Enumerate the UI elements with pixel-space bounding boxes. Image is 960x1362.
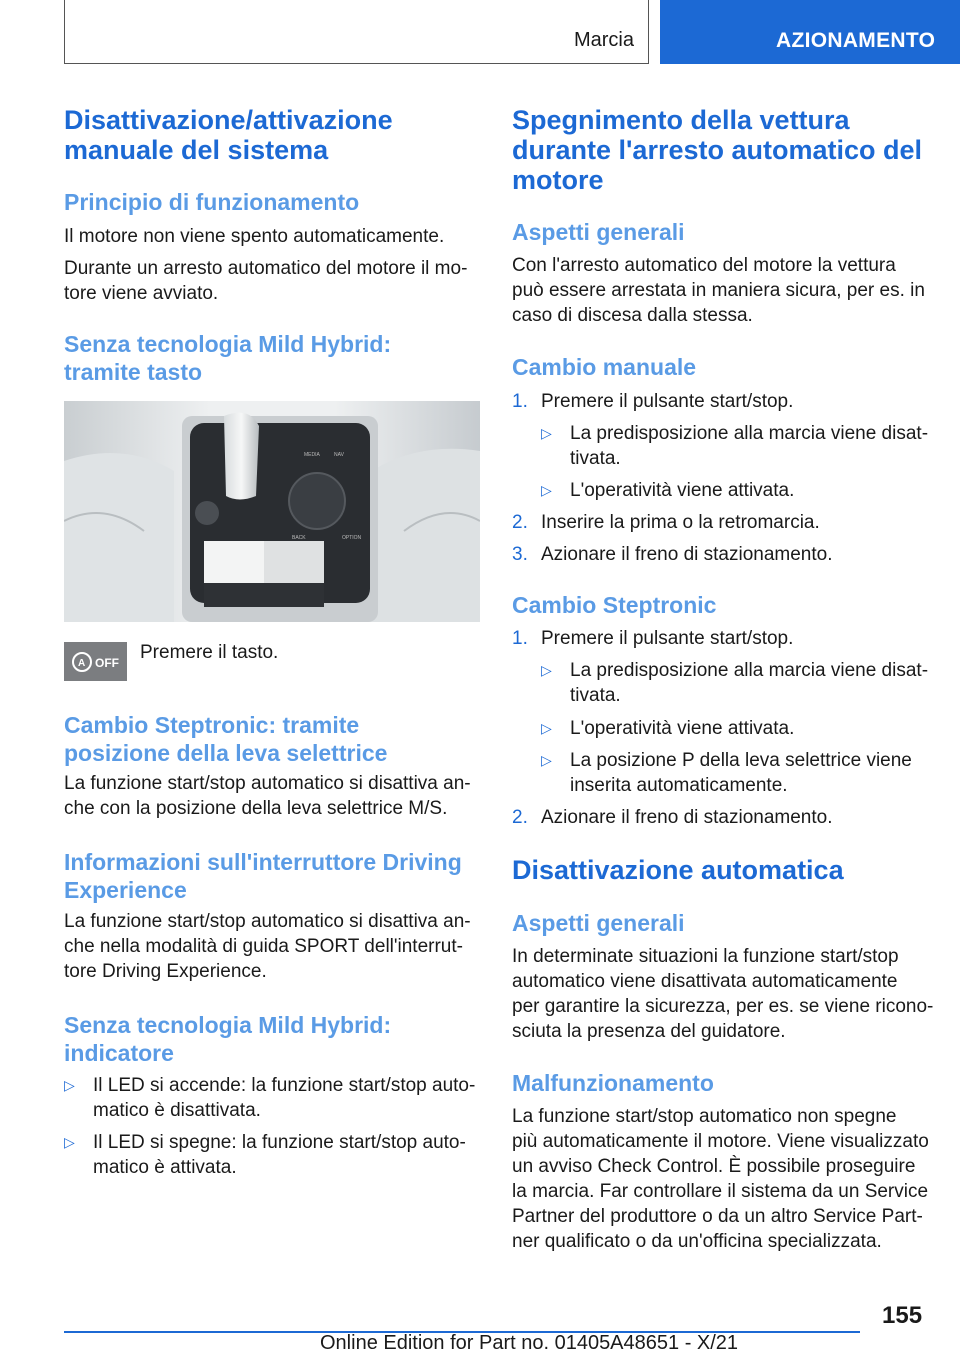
svg-text:A: A bbox=[78, 658, 86, 669]
list-item: L'operatività viene attivata. bbox=[570, 480, 795, 501]
step-text: Premere il pulsante start/stop. bbox=[541, 391, 794, 412]
heading-aspetti-generali-2: Aspetti generali bbox=[512, 910, 685, 936]
step-text: Premere il pulsante start/stop. bbox=[541, 628, 794, 649]
section-title: Marcia bbox=[573, 29, 634, 51]
list-item: Il LED si spegne: la funzione start/stop auto- matico è attivata. bbox=[93, 1132, 466, 1178]
step-number: 3. bbox=[512, 544, 528, 565]
bullet-arrow-icon: ▷ bbox=[64, 1134, 75, 1150]
text-principio-2: Durante un arresto automatico del motore il mo- tore viene avviato. bbox=[64, 258, 468, 304]
list-item: L'operatività viene attivata. bbox=[570, 718, 795, 739]
svg-text:BACK: BACK bbox=[292, 535, 306, 541]
bullet-arrow-icon: ▷ bbox=[541, 662, 552, 678]
heading-spegnimento: Spegnimento della vettura durante l'arresto automatico del motore bbox=[512, 105, 923, 195]
heading-principio: Principio di funzionamento bbox=[64, 189, 360, 215]
heading-malfunzionamento: Malfunzionamento bbox=[512, 1070, 714, 1096]
step-number: 2. bbox=[512, 512, 528, 533]
text-principio-1: Il motore non viene spento automaticamente. bbox=[64, 226, 445, 247]
list-item: La predisposizione alla marcia viene disat- tivata. bbox=[570, 423, 929, 469]
button-caption: Premere il tasto. bbox=[140, 642, 279, 663]
heading-cambio-manuale: Cambio manuale bbox=[512, 354, 697, 380]
bullet-arrow-icon: ▷ bbox=[541, 720, 552, 736]
heading-indicatore: Senza tecnologia Mild Hybrid: indicatore bbox=[64, 1012, 392, 1066]
chapter-title: AZIONAMENTO bbox=[660, 0, 960, 64]
list-item: La posizione P della leva selettrice viene inserita automaticamente. bbox=[570, 750, 912, 796]
step-number: 1. bbox=[512, 391, 528, 412]
header-frame bbox=[64, 0, 649, 64]
console-photo bbox=[64, 401, 480, 622]
svg-text:MEDIA: MEDIA bbox=[304, 452, 320, 458]
bullet-arrow-icon: ▷ bbox=[541, 482, 552, 498]
bullet-arrow-icon: ▷ bbox=[541, 425, 552, 441]
list-item: Il LED si accende: la funzione start/stop auto- matico è disattivata. bbox=[93, 1075, 476, 1121]
bullet-arrow-icon: ▷ bbox=[541, 752, 552, 768]
heading-senza-tasto: Senza tecnologia Mild Hybrid: tramite tasto bbox=[64, 331, 392, 385]
heading-aspetti-generali: Aspetti generali bbox=[512, 219, 685, 245]
page-number: 155 bbox=[882, 1302, 923, 1329]
text-malfunzionamento: La funzione start/stop automatico non spegne più automaticamente il motore. Viene visualizzato un avviso Check Control. È possibile proseguire la marcia. Far controllare il sistema da un Service Partner del produttore o da un altro Service Part- ner qualificato o da un'officina specializzata. bbox=[512, 1106, 929, 1252]
footer-edition: Online Edition for Part no. 01405A48651 - X/21 bbox=[320, 1332, 739, 1354]
heading-disattivazione-automatica: Disattivazione automatica bbox=[512, 855, 844, 885]
step-number: 1. bbox=[512, 628, 528, 649]
svg-text:OFF: OFF bbox=[95, 656, 119, 670]
heading-disattivazione: Disattivazione/attivazione manuale del sistema bbox=[64, 105, 393, 165]
svg-text:NAV: NAV bbox=[334, 452, 344, 458]
bullet-arrow-icon: ▷ bbox=[64, 1077, 75, 1093]
text-driving-experience: La funzione start/stop automatico si disattiva an- che nella modalità di guida SPORT dell'interrut- tore Driving Experience. bbox=[64, 911, 471, 982]
step-text: Azionare il freno di stazionamento. bbox=[541, 807, 833, 828]
list-item: La predisposizione alla marcia viene disat- tivata. bbox=[570, 660, 929, 706]
text-aspetti-generali-2: In determinate situazioni la funzione start/stop automatico viene disattivata automaticamente per garantire la sicurezza, per es. se viene ricono- sciuta la presenza del guidatore. bbox=[512, 946, 934, 1042]
heading-cambio-steptronic: Cambio Steptronic bbox=[512, 592, 717, 618]
auto-start-stop-off-icon bbox=[64, 642, 127, 681]
text-aspetti-generali: Con l'arresto automatico del motore la vettura può essere arrestata in maniera sicura, per es. in caso di discesa dalla stessa. bbox=[512, 255, 925, 326]
svg-text:OPTION: OPTION bbox=[342, 535, 362, 541]
text-steptronic-leva: La funzione start/stop automatico si disattiva an- che con la posizione della leva selettrice M/S. bbox=[64, 773, 471, 819]
step-text: Inserire la prima o la retromarcia. bbox=[541, 512, 820, 533]
heading-steptronic-leva: Cambio Steptronic: tramite posizione della leva selettrice bbox=[64, 712, 388, 766]
step-text: Azionare il freno di stazionamento. bbox=[541, 544, 833, 565]
heading-driving-experience: Informazioni sull'interruttore Driving Experience bbox=[64, 849, 462, 903]
step-number: 2. bbox=[512, 807, 528, 828]
